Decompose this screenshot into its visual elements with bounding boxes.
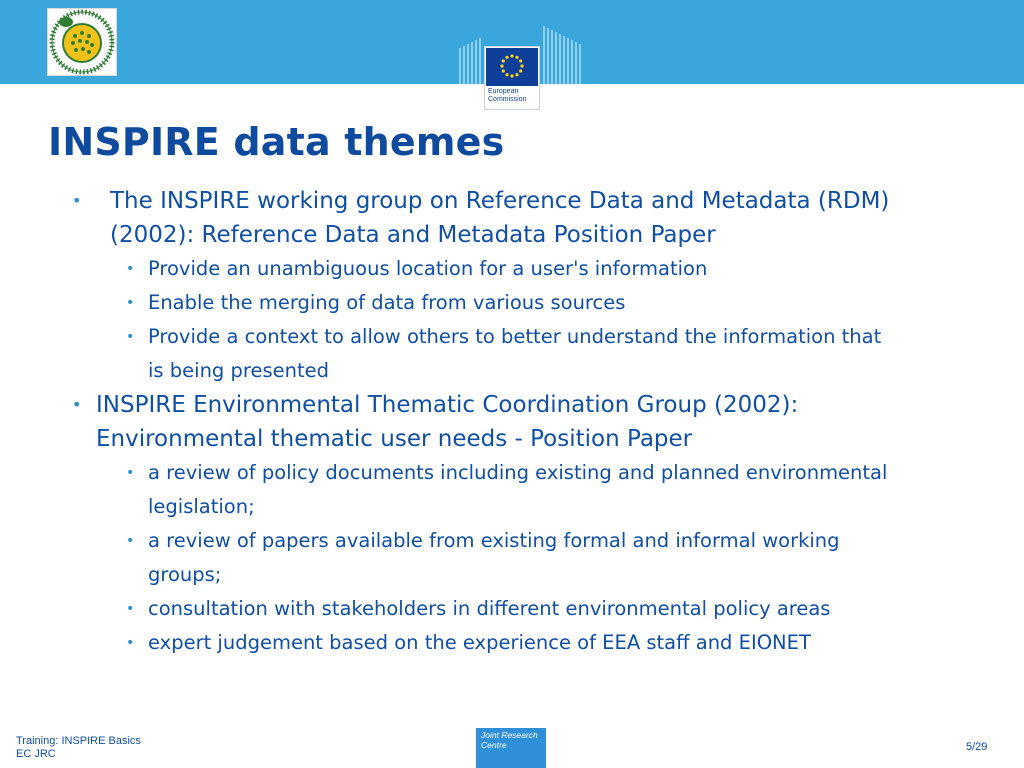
- sub-bullet-text: Provide a context to allow others to better understand the information that is being presented: [148, 325, 882, 382]
- bullet-dot-icon: •: [126, 533, 135, 549]
- sub-bullet-2-3: [126, 592, 888, 626]
- ec-emblem: [484, 46, 540, 110]
- sub-bullet-2-1: [126, 456, 888, 524]
- inspire-logo-text: [48, 75, 49, 76]
- slide-title: INSPIRE data themes: [48, 120, 505, 164]
- slide-body: [0, 184, 1024, 660]
- bullet-dot-icon: •: [126, 329, 135, 345]
- sub-bullet-1-3: [126, 320, 888, 388]
- jrc-logo-text: Joint Research Centre: [481, 730, 538, 750]
- sub-bullet-text: a review of papers available from existing formal and informal working groups;: [148, 529, 840, 586]
- inspire-logo: [47, 8, 117, 76]
- sub-bullet-text: Enable the merging of data from various sources: [148, 291, 626, 314]
- sub-bullet-2-2: [126, 524, 888, 592]
- ec-logo-line2: Commission: [488, 96, 527, 103]
- page-number: 5/29: [966, 741, 988, 753]
- sub-bullet-2-4: [126, 626, 888, 660]
- bullet-dot-icon: •: [126, 295, 135, 311]
- sub-bullet-text: Provide an unambiguous location for a user's information: [148, 257, 708, 280]
- bullet-dot-icon: •: [126, 635, 135, 651]
- bullet-dot-icon: •: [126, 601, 135, 617]
- bullet-1: [72, 184, 910, 252]
- eu-flag-icon: [486, 48, 538, 86]
- bullet-2: [72, 388, 896, 456]
- bullet-dot-icon: •: [126, 261, 135, 277]
- sub-bullet-1-1: [126, 252, 888, 286]
- bullet-2-text: INSPIRE Environmental Thematic Coordination Group (2002): Environmental thematic user needs - Position Paper: [96, 392, 799, 452]
- bullet-1-text: The INSPIRE working group on Reference Data and Metadata (RDM) (2002): Reference Data and Metadata Position Paper: [110, 188, 890, 248]
- footer-org: EC JRC: [16, 748, 56, 760]
- european-commission-logo: [458, 24, 582, 112]
- bullet-dot-icon: •: [72, 395, 82, 414]
- bullet-dot-icon: •: [72, 191, 82, 210]
- ec-logo-line1: European: [488, 88, 519, 95]
- sub-bullet-text: a review of policy documents including existing and planned environmental legislation;: [148, 461, 888, 518]
- jrc-logo: [476, 728, 546, 768]
- sub-bullet-text: expert judgement based on the experience of EEA staff and EIONET: [148, 631, 811, 654]
- footer-info: [16, 735, 141, 761]
- bullet-dot-icon: •: [126, 465, 135, 481]
- footer-course: Training: INSPIRE Basics: [16, 735, 141, 747]
- sub-bullet-1-2: [126, 286, 888, 320]
- sub-bullet-text: consultation with stakeholders in different environmental policy areas: [148, 597, 831, 620]
